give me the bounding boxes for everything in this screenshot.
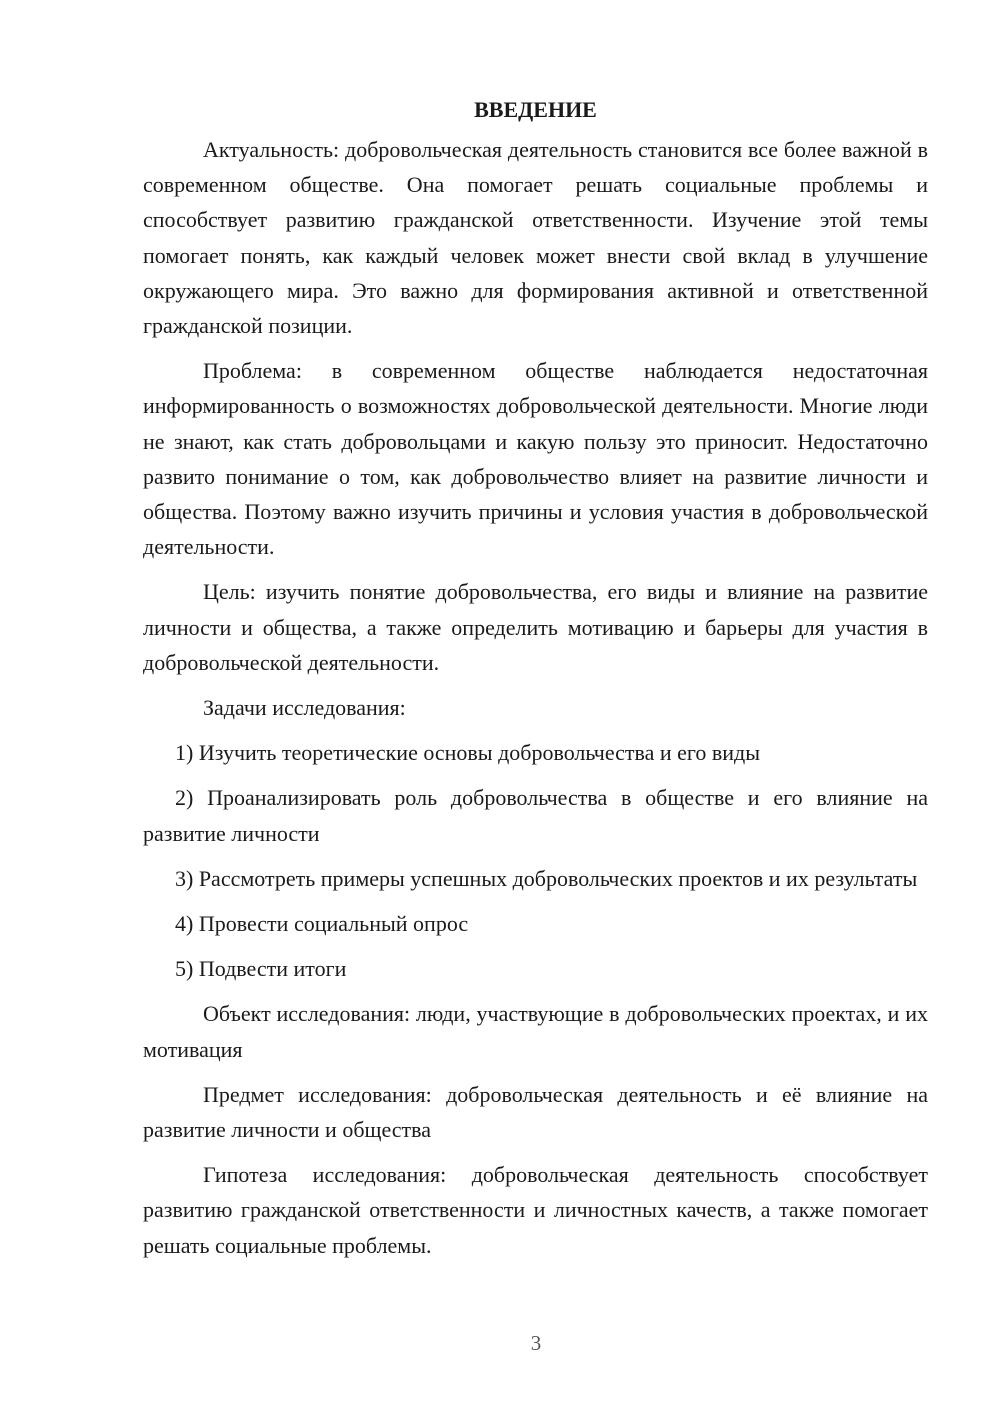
task-item: 2) Проанализировать роль добровольчества в обществе и его влияние на развитие личности — [143, 785, 928, 846]
tasks-heading: Задачи исследования: — [203, 695, 406, 721]
document-title: ВВЕДЕНИЕ — [474, 97, 597, 122]
task-item: 1) Изучить теоретические основы добровольчества и его виды — [175, 740, 761, 766]
paragraph-object: Объект исследования: люди, участвующие в добровольческих проектах, и их мотивация — [143, 1001, 928, 1062]
paragraph-subject: Предмет исследования: добровольческая деятельность и её влияние на развитие личности и общества — [143, 1081, 928, 1143]
task-item: 3) Рассмотреть примеры успешных добровольческих проектов и их результаты — [175, 865, 918, 891]
paragraph-hypothesis: Гипотеза исследования: добровольческая деятельность способствует развитию гражданской ответственности и личностных качеств, а также помогает решать социальные проблемы. — [143, 1162, 928, 1258]
paragraph-goal: Цель: изучить понятие добровольчества, его виды и влияние на развитие личности и общества, а также определить мотивацию и барьеры для участия в добровольческой деятельности. — [143, 579, 928, 675]
paragraph-relevance: Актуальность: добровольческая деятельность становится все более важной в современном обществе. Она помогает решать социальные проблемы и способствует развитию гражданской ответственности. Изучение этой темы помогает понять, как каждый человек может внести свой вклад в улучшение окружающего мира. Это важно для формирования активной и ответственной гражданской позиции. — [143, 137, 928, 339]
paragraph-problem: Проблема: в современном обществе наблюдается недостаточная информированность о возможностях добровольческой деятельности. Многие люди не знают, как стать добровольцами и какую пользу это приносит. Недостаточно развито понимание о том, как добровольчество влияет на развитие личности и общества. Поэтому важно изучить причины и условия участия в добровольческой деятельности. — [143, 358, 928, 560]
task-item: 4) Провести социальный опрос — [175, 911, 469, 937]
page-number: 3 — [530, 1331, 542, 1355]
task-item: 5) Подвести итоги — [175, 956, 347, 982]
document-page — [143, 88, 928, 1273]
